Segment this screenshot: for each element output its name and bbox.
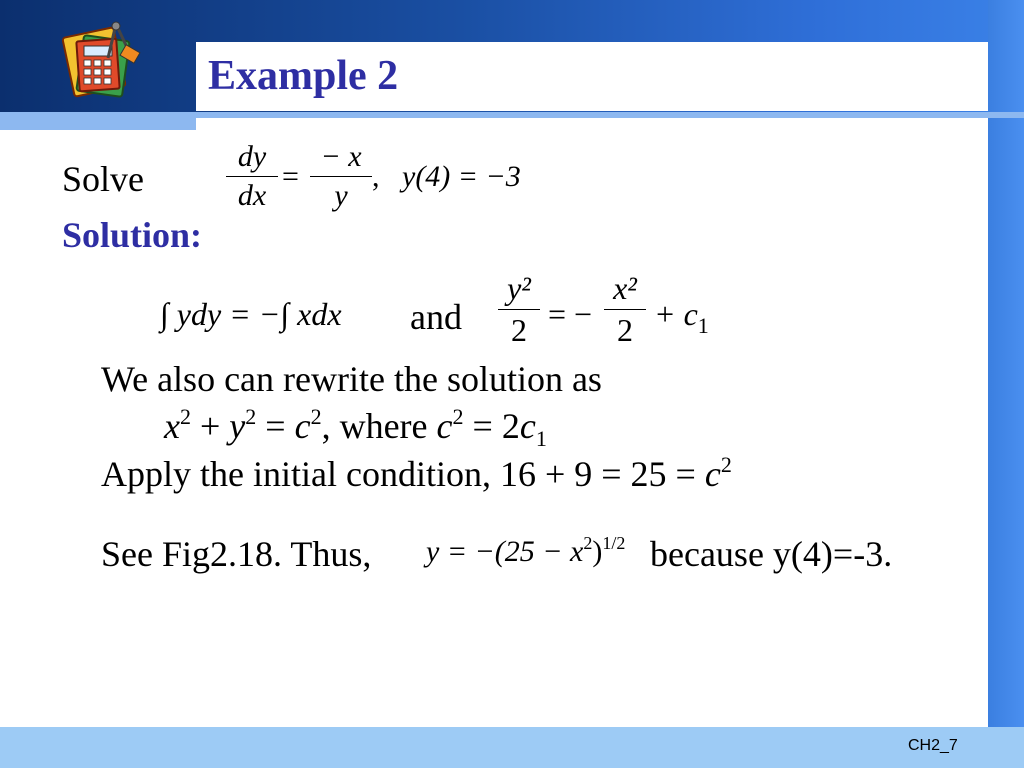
final-formula: y = −(25 − x bbox=[426, 535, 584, 568]
constant-c: + c bbox=[654, 296, 698, 332]
exponent-half: 1/2 bbox=[602, 533, 626, 553]
ode-comma: , bbox=[372, 160, 380, 193]
integral-equation: ∫ ydy = −∫ xdx bbox=[160, 296, 342, 332]
because-text: because y(4)=-3. bbox=[650, 534, 893, 574]
exp-2: 2 bbox=[179, 404, 191, 429]
plus-sign: + bbox=[190, 406, 230, 446]
ode-equals: = bbox=[282, 160, 299, 193]
see-figure-text: See Fig2.18. Thus, bbox=[101, 534, 372, 574]
circle-equation bbox=[164, 404, 547, 451]
footer-band bbox=[0, 727, 1024, 768]
ode-lhs-denominator: dx bbox=[237, 179, 267, 212]
exp-2: 2 bbox=[720, 452, 732, 477]
separated-lhs-numerator: y² bbox=[507, 270, 531, 306]
and-word: and bbox=[410, 297, 462, 337]
var-c: c bbox=[704, 454, 721, 494]
separated-rhs-fraction bbox=[604, 270, 646, 349]
exp-2: 2 bbox=[310, 404, 322, 429]
var-c: c bbox=[519, 406, 536, 446]
constant-subscript: 1 bbox=[697, 313, 709, 338]
ode-rhs-numerator: − x bbox=[320, 140, 362, 173]
where-text: , where bbox=[321, 406, 437, 446]
separated-rhs-numerator: x² bbox=[613, 270, 637, 306]
equals-sign: = bbox=[256, 406, 295, 446]
constant-term bbox=[654, 296, 709, 338]
rewrite-statement: We also can rewrite the solution as bbox=[101, 359, 602, 399]
fraction-bar bbox=[310, 176, 372, 177]
apply-condition-line bbox=[101, 453, 732, 495]
ode-rhs-fraction bbox=[310, 140, 372, 213]
fraction-bar bbox=[498, 309, 540, 310]
separated-lhs-denominator: 2 bbox=[511, 312, 527, 348]
var-c: c bbox=[436, 406, 453, 446]
solution-label: Solution: bbox=[62, 215, 203, 255]
var-x: x bbox=[164, 406, 180, 446]
ode-lhs-numerator: dy bbox=[237, 140, 267, 173]
fraction-bar bbox=[226, 176, 278, 177]
apply-text: Apply the initial condition, 16 + 9 = 25 = bbox=[101, 454, 705, 494]
final-solution bbox=[426, 535, 625, 569]
logo-underline-rule bbox=[0, 112, 196, 130]
ode-lhs-fraction bbox=[226, 140, 278, 213]
equals-two: = 2 bbox=[463, 406, 520, 446]
close-paren: ) bbox=[592, 535, 603, 568]
exp-2: 2 bbox=[245, 404, 257, 429]
calculator-clipart-icon bbox=[60, 18, 144, 102]
exp-2: 2 bbox=[583, 533, 593, 553]
separated-rhs-denominator: 2 bbox=[617, 312, 633, 348]
var-c: c bbox=[294, 406, 311, 446]
separated-lhs-fraction bbox=[498, 270, 540, 349]
slide-number: CH2_7 bbox=[908, 737, 958, 754]
var-y: y bbox=[229, 406, 246, 446]
subscript-1: 1 bbox=[535, 426, 547, 451]
solve-label: Solve bbox=[62, 159, 145, 199]
exp-2: 2 bbox=[452, 404, 464, 429]
separated-equals: = − bbox=[548, 296, 593, 332]
ode-rhs-denominator: y bbox=[334, 179, 348, 212]
fraction-bar bbox=[604, 309, 646, 310]
slide-title: Example 2 bbox=[208, 53, 399, 99]
initial-condition: y(4) = −3 bbox=[402, 160, 521, 193]
